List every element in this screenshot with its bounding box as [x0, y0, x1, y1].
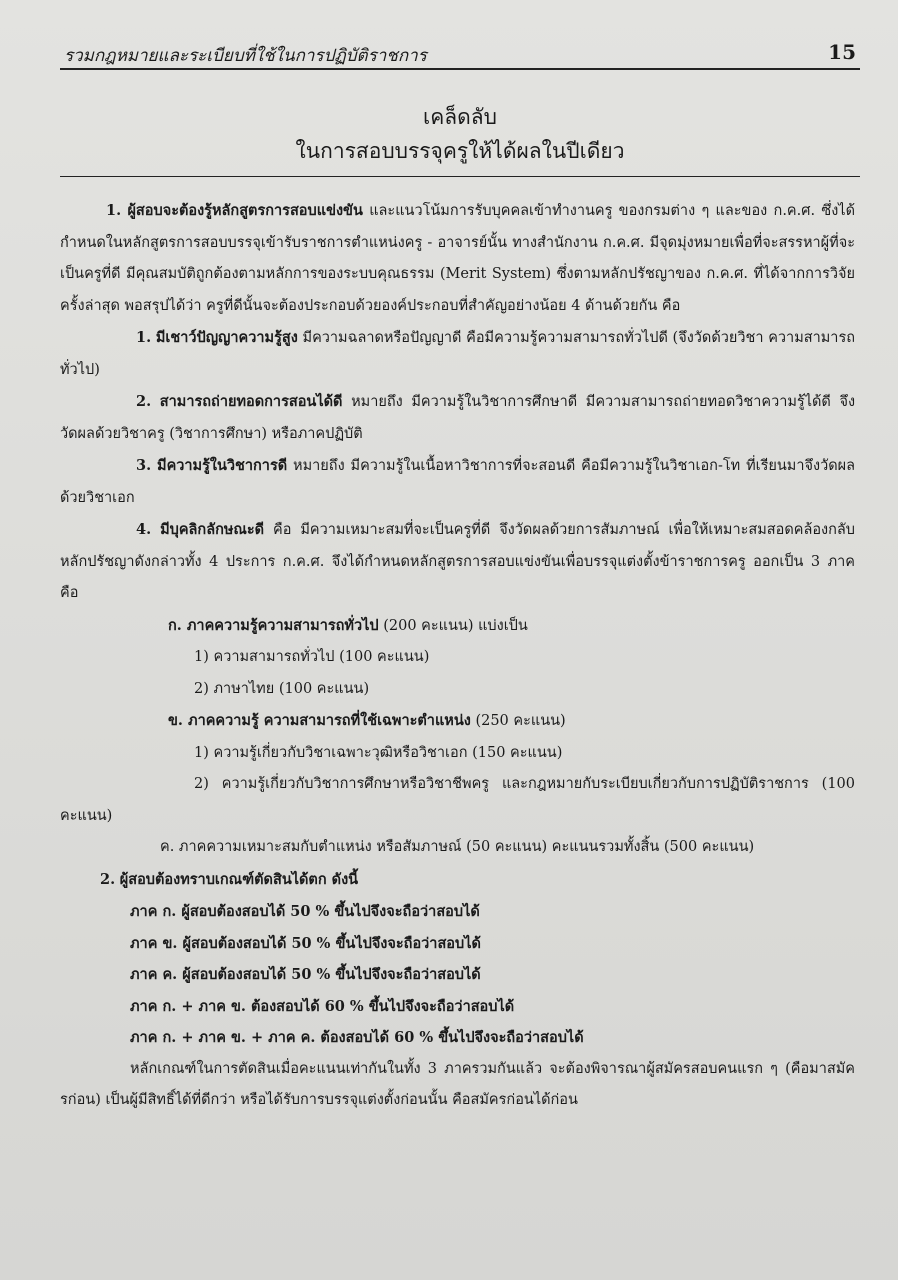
- aspect-3-number: 3.: [136, 457, 152, 474]
- aspect-3-text: หมายถึง มีความรู้ในเนื้อหาวิชาการที่จะสอนดี คือมีความรู้ในวิชาเอก-โท ที่เรียนมาจึงวัดผลด้วยวิชาเอก: [60, 458, 856, 506]
- aspect-1-paragraph: [60, 322, 855, 386]
- aspect-1-heading: มีเชาว์ปัญญาความรู้สูง: [155, 329, 298, 346]
- aspect-4-number: 4.: [136, 521, 152, 538]
- criteria-5: ภาค ก. + ภาค ข. + ภาค ค. ต้องสอบได้ 60 % ขึ้นไปจึงจะถือว่าสอบได้: [130, 1029, 584, 1046]
- aspect-4-paragraph: [60, 514, 855, 610]
- aspect-1-text: มีความฉลาดหรือปัญญาดี คือมีความรู้ความสามารถทั่วไปดี (จึงวัดด้วยวิชา ความสามารถทั่วไป): [60, 330, 856, 378]
- criteria-4: ภาค ก. + ภาค ข. ต้องสอบได้ 60 % ขึ้นไปจึงจะถือว่าสอบได้: [130, 997, 515, 1015]
- section-1-number: 1.: [106, 202, 122, 219]
- title-line-1: เคล็ดลับ: [423, 105, 497, 129]
- aspect-3-heading: มีความรู้ในวิชาการดี: [157, 457, 288, 474]
- aspect-2-text: หมายถึง มีความรู้ในวิชาการศึกษาดี มีความสามารถถ่ายทอดวิชาความรู้ได้ดี จึงวัดผลด้วยวิชาครู (วิชาการศึกษา) หรือภาคปฏิบัติ: [60, 394, 856, 442]
- tie-break-paragraph: หลักเกณฑ์ในการตัดสินเมื่อคะแนนเท่ากันในทั้ง 3 ภาครวมกันแล้ว จะต้องพิจารณาผู้สมัครสอบคนแรก ๆ (คือมาสมัครก่อน) เป็นผู้มีสิทธิ์ได้ที่ดีกว่า หรือได้รับการบรรจุแต่งตั้งก่อนนั้น คือสมัครก่อนได้ก่อน: [60, 1060, 855, 1108]
- aspect-2-number: 2.: [136, 393, 152, 410]
- criteria-3: ภาค ค. ผู้สอบต้องสอบได้ 50 % ขึ้นไปจึงจะถือว่าสอบได้: [130, 966, 481, 983]
- aspect-2-heading: สามารถถ่ายทอดการสอนได้ดี: [159, 393, 343, 410]
- part-ka-text: (200 คะแนน) แบ่งเป็น: [383, 617, 528, 634]
- part-kb-text: (250 คะแนน): [475, 713, 566, 729]
- aspect-3-paragraph: [60, 450, 855, 514]
- part-kb-line: [60, 705, 855, 738]
- section-2-number: 2.: [100, 870, 116, 888]
- part-ka-item-2: 2) ภาษาไทย (100 คะแนน): [194, 680, 370, 697]
- running-header: [60, 38, 860, 70]
- aspect-2-paragraph: [60, 386, 855, 450]
- aspect-1-number: 1.: [136, 329, 152, 346]
- document-title: [60, 100, 860, 168]
- aspect-4-text: คือ มีความเหมาะสมที่จะเป็นครูที่ดี จึงวัดผลด้วยการสัมภาษณ์ เพื่อให้เหมาะสมสอดคล้องกลับหลักปรัชญาดังกล่าวทั้ง 4 ประการ ก.ค.ศ. จึงได้กำหนดหลักสูตรการสอบแข่งขันเพื่อบรรจุแต่งตั้งข้าราชการครู ออกเป็น 3 ภาค คือ: [60, 522, 856, 601]
- part-ka-item-1: 1) ความสามารถทั่วไป (100 คะแนน): [194, 649, 430, 665]
- header-title: รวมกฎหมายและระเบียบที่ใช้ในการปฏิบัติราชการ: [64, 46, 427, 66]
- title-line-2: ในการสอบบรรจุครูให้ได้ผลในปีเดียว: [295, 139, 625, 163]
- part-kb-item-1: 1) ความรู้เกี่ยวกับวิชาเฉพาะวุฒิหรือวิชาเอก (150 คะแนน): [194, 744, 563, 761]
- body-text: [60, 195, 855, 1117]
- title-divider: [60, 176, 860, 177]
- section-1-paragraph: [60, 195, 855, 322]
- section-2-heading: ผู้สอบต้องทราบเกณฑ์ตัดสินได้ตก ดังนี้: [119, 870, 359, 888]
- part-kb-item-2: 2) ความรู้เกี่ยวกับวิชาการศึกษาหรือวิชาชีพครู และกฎหมายกับระเบียบเกี่ยวกับการปฏิบัติราชการ (100 คะแนน): [60, 776, 855, 824]
- aspect-4-heading: มีบุคลิกลักษณะดี: [160, 521, 265, 538]
- section-1-heading: ผู้สอบจะต้องรู้หลักสูตรการสอบแข่งขัน: [127, 202, 363, 219]
- criteria-1: ภาค ก. ผู้สอบต้องสอบได้ 50 % ขึ้นไปจึงจะถือว่าสอบได้: [130, 903, 480, 920]
- part-kb-heading: ข. ภาคความรู้ ความสามารถที่ใช้เฉพาะตำแหน่ง: [168, 712, 471, 729]
- page-number: 15: [828, 40, 856, 64]
- part-ka-heading: ก. ภาคความรู้ความสามารถทั่วไป: [168, 616, 379, 634]
- part-kc-line: ค. ภาคความเหมาะสมกับตำแหน่ง หรือสัมภาษณ์ (50 คะแนน) คะแนนรวมทั้งสิ้น (500 คะแนน): [160, 839, 755, 855]
- part-ka-line: [60, 610, 855, 643]
- section-1-text: และแนวโน้มการรับบุคคลเข้าทำงานครู ของกรมต่าง ๆ และของ ก.ค.ศ. ซึ่งได้กำหนดในหลักสูตรการสอบบรรจุเข้ารับราชการตำแหน่งครู - อาจารย์นั้น ทางสำนักงาน ก.ค.ศ. มีจุดมุ่งหมายเพื่อที่จะสรรหาผู้ที่จะเป็นครูที่ดี มีคุณสมบัติถูกต้องตามหลักการของระบบคุณธรรม (Merit System) ซึ่งตามหลักปรัชญาของ ก.ค.ศ. ที่ได้จากการวิจัยครั้งล่าสุด พอสรุปได้ว่า ครูที่ดีนั้นจะต้องประกอบด้วยองค์ประกอบที่สำคัญอย่างน้อย 4 ด้านด้วยกัน คือ: [60, 203, 855, 314]
- criteria-2: ภาค ข. ผู้สอบต้องสอบได้ 50 % ขึ้นไปจึงจะถือว่าสอบได้: [130, 934, 481, 952]
- section-2-line: [60, 864, 855, 897]
